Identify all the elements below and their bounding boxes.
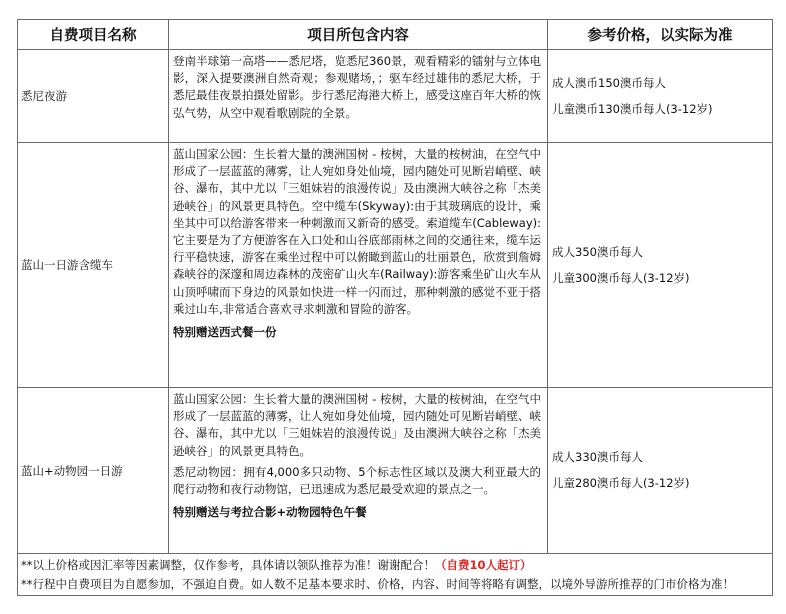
item-description: 蓝山国家公园：生长着大量的澳洲国树 - 桉树，大量的桉树油，在空气中形成了一层蓝蓝的薄雾，让人宛如身处仙境，园内随处可见断岩峭壁、峡谷、瀑布，其中尤以「三姐妹岩的浪漫传说」及由澳洲大峡谷之称「杰美逊峡谷」的风景更具特色。空中缆车(Skyway):由于其玻璃底的设计，乘坐其中可以给游客带来一种刺激而又新奇的感受。索道缆车(Cableway):它主要是为了方便游客在入口处和山谷底部雨林之间的交通往来，缆车运行平稳快速，游客在乘坐过程中可以俯瞰到蓝山的壮丽景色，欣赏到詹姆森峡谷的深邃和周边森林的茂密矿山火车(Railway):游客乘坐矿山火车从山顶呼啸而下身边的风景如快进一样一闪而过，那种刺激的感觉不亚于搭乘过山车,非常适合喜欢寻求刺激和冒险的游客。 [173, 147, 541, 316]
price-child: 儿童300澳币每人(3-12岁) [552, 270, 690, 285]
item-content [169, 50, 548, 143]
item-name: 蓝山+动物园一日游 [18, 388, 169, 554]
notes-cell [18, 554, 773, 596]
min-group-notice: （自费10人起订） [435, 558, 532, 572]
price-child: 儿童280澳币每人(3-12岁) [552, 476, 690, 490]
item-price [548, 50, 773, 143]
item-description: 登南半球第一高塔——悉尼塔，览悉尼360景，观看精彩的镭射与立体电影，深入提要澳洲自然奇观；参观赌场，；驱车经过雄伟的悉尼大桥，于悉尼最佳夜景拍摄处留影。步行悉尼海港大桥上，感受这座百年大桥的恢弘气势，从空中观看歌剧院的全景。 [173, 54, 541, 120]
self-pay-items-table [17, 19, 773, 596]
item-price [548, 143, 773, 388]
item-name: 蓝山一日游含缆车 [18, 143, 169, 388]
item-description: 蓝山国家公园：生长着大量的澳洲国树 - 桉树，大量的桉树油，在空气中形成了一层蓝蓝的薄雾，让人宛如身处仙境，园内随处可见断岩峭壁、峡谷、瀑布，其中尤以「三姐妹岩的浪漫传说」及由澳洲大峡谷之称「杰美逊峡谷」的风景更具特色。 [173, 392, 541, 458]
table-row-blue-mountains-cable [18, 143, 773, 388]
self-pay-items-table-wrapper [17, 19, 769, 596]
item-bonus: 特别赠送与考拉合影+动物园特色午餐 [173, 505, 367, 520]
note-line-2: **行程中自费项目为自愿参加，不强迫自费。如人数不足基本要求时、价格，内容、时间等将略有调整，以境外导游所推荐的门市价格为准！ [21, 576, 734, 591]
price-adult: 成人330澳币每人 [552, 450, 643, 464]
header-price: 参考价格，以实际为准 [548, 20, 773, 50]
note-text-1: **以上价格或因汇率等因素调整，仅作参考，具体请以领队推荐为准！谢谢配合！ [21, 558, 435, 572]
price-adult: 成人澳币150澳币每人 [552, 75, 666, 90]
table-header-row [18, 20, 773, 50]
price-adult: 成人350澳币每人 [552, 244, 643, 259]
price-child: 儿童澳币130澳币每人(3-12岁) [552, 101, 713, 116]
note-line-1 [21, 556, 766, 575]
header-item-name: 自费项目名称 [18, 20, 169, 50]
table-notes-row [18, 554, 773, 596]
item-content [169, 388, 548, 554]
item-price [548, 388, 773, 554]
item-description: 悉尼动物园：拥有4,000多只动物、5个标志性区域以及澳大利亚最大的爬行动物和夜行动物馆，已迅速成为悉尼最受欢迎的景点之一。 [173, 464, 541, 497]
item-content [169, 143, 548, 388]
item-name: 悉尼夜游 [18, 50, 169, 143]
item-bonus: 特别赠送西式餐一份 [173, 325, 277, 340]
header-item-content: 项目所包含内容 [169, 20, 548, 50]
table-row-blue-mountains-zoo [18, 388, 773, 554]
table-row-sydney-night [18, 50, 773, 143]
